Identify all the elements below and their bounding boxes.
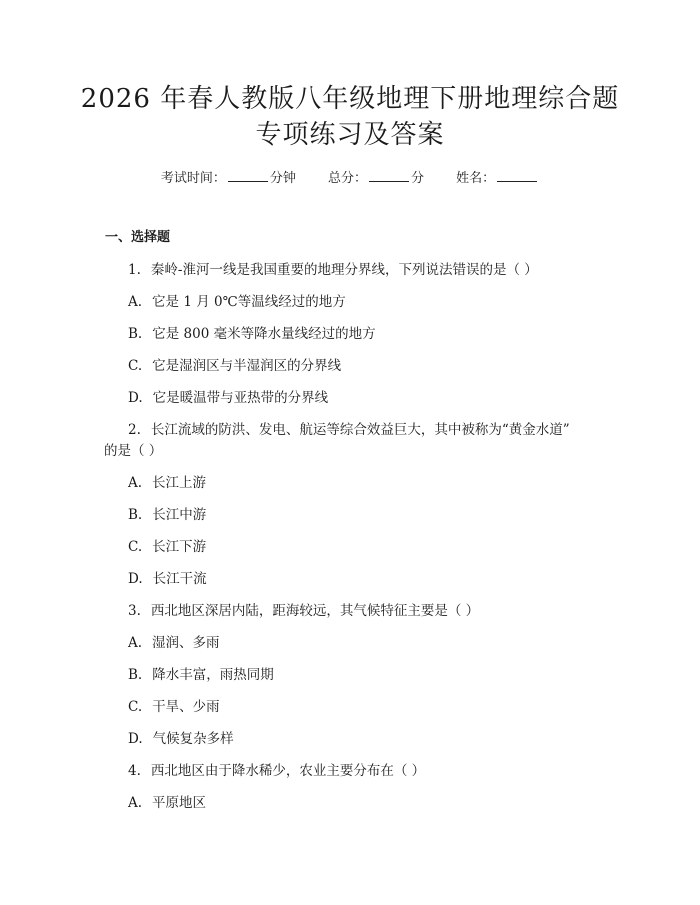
question-2-option-b bbox=[128, 506, 206, 524]
option-text: 长江上游 bbox=[152, 475, 207, 491]
option-text: 它是暖温带与亚热带的分界线 bbox=[152, 390, 329, 406]
option-label: C. bbox=[128, 699, 143, 715]
document-title-line-2: 专项练习及答案 bbox=[255, 120, 445, 150]
exam-time-field bbox=[161, 169, 296, 188]
question-text: 西北地区由于降水稀少，农业主要分布在（ ） bbox=[150, 763, 426, 779]
question-1-option-a bbox=[128, 293, 346, 311]
option-label: A. bbox=[128, 294, 143, 310]
option-text: 它是 800 毫米等降水量线经过的地方 bbox=[152, 326, 376, 342]
question-1-stem bbox=[128, 261, 538, 279]
question-3-stem bbox=[128, 602, 479, 620]
option-label: B. bbox=[128, 507, 143, 523]
exam-time-unit: 分钟 bbox=[269, 171, 296, 186]
student-name-label: 姓名： bbox=[456, 171, 496, 186]
total-score-label: 总分： bbox=[327, 171, 367, 186]
option-label: A. bbox=[128, 635, 143, 651]
option-text: 它是湿润区与半湿润区的分界线 bbox=[152, 358, 342, 374]
question-number: 4. bbox=[128, 763, 141, 779]
student-name-field bbox=[456, 169, 539, 188]
total-score-blank bbox=[369, 169, 409, 182]
question-1-option-b bbox=[128, 325, 376, 343]
question-2-option-c bbox=[128, 538, 206, 556]
exam-time-label: 考试时间： bbox=[160, 171, 226, 186]
exam-meta bbox=[0, 169, 700, 188]
question-4-option-a bbox=[128, 794, 206, 812]
document-title-line-1: 2026 年春人教版八年级地理下册地理综合题 bbox=[80, 84, 620, 114]
question-number: 2. bbox=[128, 422, 141, 438]
question-1-option-c bbox=[128, 357, 341, 375]
exam-time-blank bbox=[228, 169, 268, 182]
question-3-option-c bbox=[128, 698, 220, 716]
total-score-field bbox=[328, 169, 424, 188]
option-text: 湿润、多雨 bbox=[152, 635, 220, 651]
option-text: 长江中游 bbox=[152, 507, 207, 523]
question-2-stem-continued: 的是（ ） bbox=[104, 443, 163, 459]
question-number: 3. bbox=[128, 603, 141, 619]
section-heading: 一、选择题 bbox=[105, 230, 171, 245]
option-label: A. bbox=[128, 475, 143, 491]
question-2-stem bbox=[128, 421, 570, 439]
option-label: C. bbox=[128, 539, 143, 555]
question-3-option-b bbox=[128, 666, 274, 684]
option-label: D. bbox=[128, 731, 143, 747]
option-label: D. bbox=[128, 571, 143, 587]
option-text: 长江下游 bbox=[152, 539, 207, 555]
question-3-option-d bbox=[128, 730, 234, 748]
option-text: 它是 1 月 0℃等温线经过的地方 bbox=[152, 294, 346, 310]
option-text: 平原地区 bbox=[152, 795, 207, 811]
question-3-option-a bbox=[128, 634, 220, 652]
question-text: 长江流域的防洪、发电、航运等综合效益巨大，其中被称为“黄金水道” bbox=[150, 422, 570, 438]
question-2-option-d bbox=[128, 570, 207, 588]
option-label: C. bbox=[128, 358, 143, 374]
option-text: 干旱、少雨 bbox=[152, 699, 220, 715]
total-score-unit: 分 bbox=[411, 171, 425, 186]
option-label: B. bbox=[128, 667, 143, 683]
student-name-blank bbox=[497, 169, 537, 182]
option-label: B. bbox=[128, 326, 143, 342]
question-4-stem bbox=[128, 762, 425, 780]
option-text: 长江干流 bbox=[152, 571, 207, 587]
option-text: 降水丰富，雨热同期 bbox=[152, 667, 274, 683]
question-number: 1. bbox=[128, 262, 141, 278]
option-label: D. bbox=[128, 390, 143, 406]
question-text: 秦岭-淮河一线是我国重要的地理分界线，下列说法错误的是（ ） bbox=[150, 262, 538, 278]
question-2-option-a bbox=[128, 474, 206, 492]
option-label: A. bbox=[128, 795, 143, 811]
question-1-option-d bbox=[128, 389, 328, 407]
option-text: 气候复杂多样 bbox=[152, 731, 234, 747]
question-text: 西北地区深居内陆，距海较远，其气候特征主要是（ ） bbox=[150, 603, 480, 619]
